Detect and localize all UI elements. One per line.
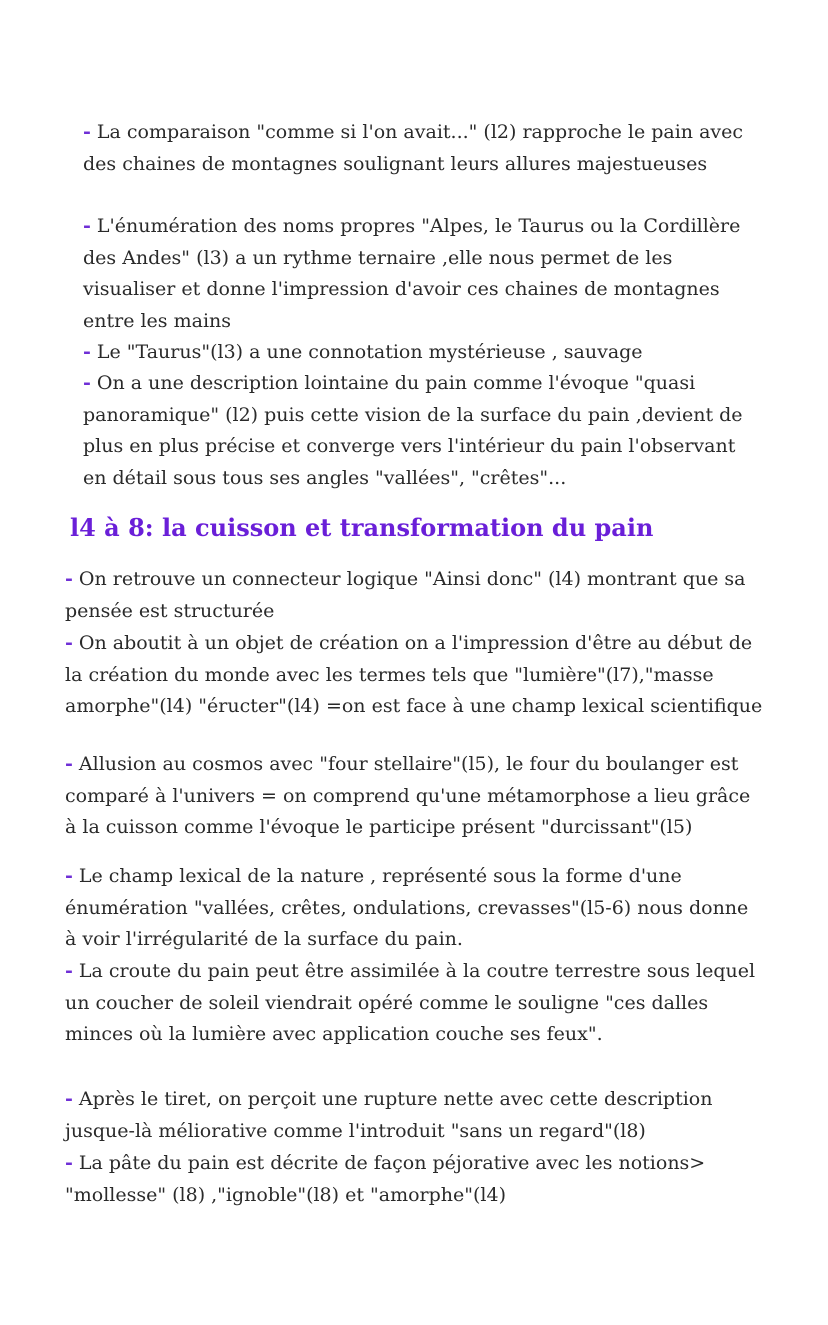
item-text: On aboutit à un objet de création on a l'impression d'être au début de la création du monde avec les termes tels que "lumière"(l7),"masse amorphe"(l4) "éructer"(l4) =on est face à une champ lexical scientifique: [65, 632, 763, 718]
dash-marker: -: [83, 372, 91, 394]
dash-marker: -: [65, 1088, 73, 1110]
section1-item-3: [83, 337, 763, 369]
section1-item-4: [83, 368, 763, 494]
section2-item-2: [65, 628, 765, 723]
section1-item-1: [83, 117, 763, 180]
section2-item-5: [65, 956, 765, 1051]
dash-marker: -: [83, 121, 91, 143]
dash-marker: -: [83, 215, 91, 237]
item-text: La comparaison "comme si l'on avait..." (l2) rapproche le pain avec des chaines de montagnes soulignant leurs allures majestueuses: [83, 121, 744, 175]
item-text: Allusion au cosmos avec "four stellaire"(l5), le four du boulanger est comparé à l'univers = on comprend qu'une métamorphose a lieu grâce à la cuisson comme l'évoque le participe présent "durcissant"(l5): [65, 753, 751, 839]
item-text: Après le tiret, on perçoit une rupture nette avec cette description jusque-là méliorative comme l'introduit "sans un regard"(l8): [65, 1088, 713, 1142]
section-heading: l4 à 8: la cuisson et transformation du pain: [70, 513, 654, 542]
item-text: Le champ lexical de la nature , représenté sous la forme d'une énumération "vallées, crêtes, ondulations, crevasses"(l5-6) nous donne à voir l'irrégularité de la surface du pain.: [65, 865, 749, 951]
section2-item-4: [65, 861, 765, 956]
dash-marker: -: [65, 632, 73, 654]
item-text: On retrouve un connecteur logique "Ainsi donc" (l4) montrant que sa pensée est structurée: [65, 568, 746, 622]
item-text: Le "Taurus"(l3) a une connotation mystérieuse , sauvage: [96, 341, 643, 363]
dash-marker: -: [65, 1152, 73, 1174]
dash-marker: -: [65, 753, 73, 775]
dash-marker: -: [65, 865, 73, 887]
dash-marker: -: [83, 341, 91, 363]
section2-item-7: [65, 1148, 765, 1211]
item-text: On a une description lointaine du pain comme l'évoque "quasi panoramique" (l2) puis cette vision de la surface du pain ,devient de plus en plus précise et converge vers l'intérieur du pain l'observant en détail sous tous ses angles "vallées", "crêtes"...: [83, 372, 743, 489]
section2-item-3: [65, 749, 765, 844]
item-text: La pâte du pain est décrite de façon péjorative avec les notions> "mollesse" (l8) ,"ignoble"(l8) et "amorphe"(l4): [65, 1152, 706, 1206]
section2-item-6: [65, 1084, 765, 1147]
section1-item-2: [83, 211, 763, 337]
dash-marker: -: [65, 568, 73, 590]
section2-item-1: [65, 564, 765, 627]
dash-marker: -: [65, 960, 73, 982]
item-text: La croute du pain peut être assimilée à la coutre terrestre sous lequel un coucher de soleil viendrait opéré comme le souligne "ces dalles minces où la lumière avec application couche ses feux".: [65, 960, 756, 1046]
item-text: L'énumération des noms propres "Alpes, le Taurus ou la Cordillère des Andes" (l3) a un rythme ternaire ,elle nous permet de les visualiser et donne l'impression d'avoir ces chaines de montagnes entre les mains: [83, 215, 741, 332]
